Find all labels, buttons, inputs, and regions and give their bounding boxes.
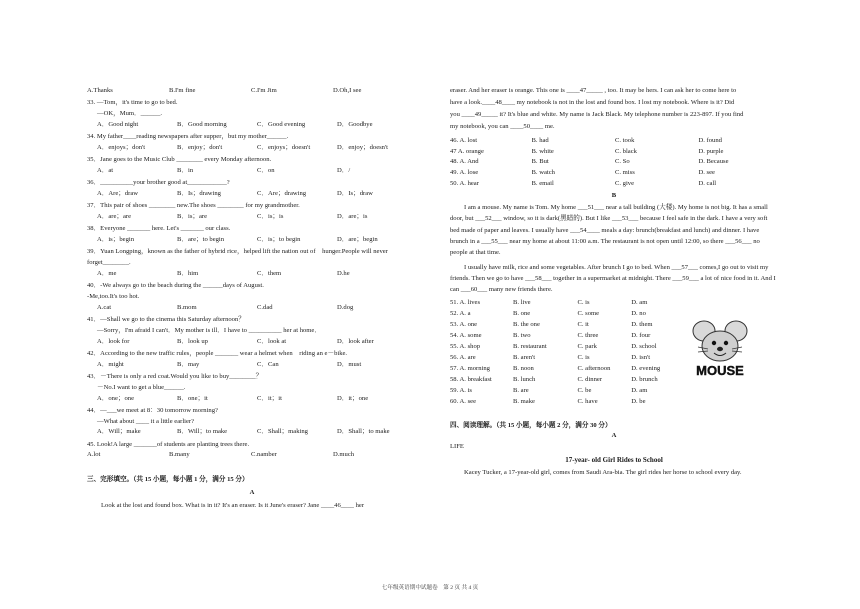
option: D.dog (337, 303, 354, 311)
option: B.many (169, 451, 190, 459)
option: C．on (257, 166, 275, 174)
option-d: D. see (698, 169, 715, 177)
option-d: D. brunch (631, 375, 658, 383)
option: B．Will；to make (177, 428, 228, 436)
option-b: B. the one (512, 321, 540, 329)
option-a: 54. A. some (450, 332, 482, 340)
option-b: B. one (512, 310, 531, 318)
option-a: 60. A. see (450, 397, 477, 405)
option: C．is；to begin (257, 235, 301, 243)
option-a: 58. A. breakfast (450, 375, 492, 383)
list-item (450, 147, 778, 158)
question-41-reply: —Sorry，I'm afraid I can't．My mother is ill．I have to __________ her at home． (97, 326, 321, 334)
reading-a-tag: LIFE (450, 443, 464, 451)
cloze-b-options (450, 298, 685, 407)
option: B．him (177, 269, 199, 277)
option-c: C. it (577, 321, 589, 329)
option: A.cat (97, 303, 112, 311)
q41-options (87, 337, 417, 348)
option-c: C. So (614, 158, 630, 166)
list-item (450, 298, 685, 309)
option-c: C. dinner (577, 375, 603, 383)
option-c: C. miss (614, 169, 635, 177)
option: B．look up (177, 337, 208, 345)
list-item (450, 386, 685, 397)
question-42: 42．According to the new traffic rules，people _______ wear a helmet when riding an e－bike. (87, 349, 348, 357)
option: D．Goodbye (337, 120, 373, 128)
option: C．Are；drawing (257, 189, 307, 197)
question-45: 45. Look!A large _______of students are planting trees there. (87, 440, 250, 448)
option-d: D. no (631, 310, 646, 318)
option: C．enjoys；doesn't (257, 143, 311, 151)
option: C．Shall；making (257, 428, 308, 436)
q40-options (87, 303, 417, 314)
option: B．Good morning (177, 120, 227, 128)
option: C．Good evening (257, 120, 306, 128)
option-b: B. noon (512, 364, 534, 372)
question-34: 34. My father____reading newspapers after supper，but my mother______. (87, 133, 289, 140)
mouse-illustration (690, 318, 750, 380)
list-item (450, 309, 685, 320)
option-b: B. But (531, 158, 549, 166)
section-4-heading: 四、阅读理解。（共 15 小题，每小题 2 分，满分 30 分） (450, 421, 612, 429)
question-44-reply: —What about ____ it a little earlier? (97, 417, 195, 425)
question-41: 41．—Shall we go to the cinema this Saturday afternoon？ (87, 315, 245, 323)
option: C．them (257, 269, 282, 277)
option: A．me (97, 269, 117, 277)
question-39: 39．Yuan Longping，known as the father of hybrid rice，helped lift the nation out of hunger.People will never (87, 248, 388, 255)
cloze-a-options (450, 136, 778, 191)
option: D．/ (337, 166, 351, 174)
option: C．Can (257, 360, 279, 368)
option-b: B. two (512, 332, 531, 340)
option: A．one；one (97, 394, 134, 402)
option-d: D. be (631, 397, 646, 405)
option: A．are；are (97, 212, 132, 220)
reading-a-title: 17-year- old Girl Rides to School (565, 456, 663, 465)
option-d: D. isn't (631, 353, 651, 361)
option-c: C. park (577, 343, 597, 351)
option-c: C. is (577, 299, 590, 307)
list-item (450, 353, 685, 364)
list-item (450, 331, 685, 342)
option: D．it；one (337, 394, 369, 402)
option-a: 55. A. shop (450, 343, 481, 351)
option-b: B. live (512, 299, 531, 307)
question-33: 33. —Tom，it's time to go to bed. (87, 99, 178, 107)
option-a: 53. A. one (450, 321, 478, 329)
option: A．enjoys；don't (97, 143, 146, 151)
q35-options (87, 166, 417, 177)
passage-b-paragraph: I am a mouse. My name is Tom. My home ___51___ near a tall building (大楼). My home is not big. It has a small door, but ___52___ window, so it is dark(黑暗的). But I like ___53___ because I feel safe in the dark. I have a very soft bed made of paper and leaves. I usually have ___54____ meals a day: brunch(breakfast and lunch) and dinner. I have brunch in a ___55___ near my home at about 11:00 a.m. The restaurant is not open until 12:00, so there ___56___ no people at that time. (450, 204, 768, 257)
passage-a-line: eraser. And her eraser is orange. This one is ____47_____ , too. It may be hers. I can ask her to come here to (450, 87, 737, 94)
option-d: D. am (631, 386, 648, 394)
question-33-reply: —OK，Mum．______. (97, 110, 163, 117)
option: C.dad (257, 303, 273, 311)
passage-a-line: my notebook, you can ____50____ me. (450, 122, 555, 130)
q34-options (87, 143, 417, 154)
option-c: C. is (577, 353, 590, 361)
option-d: D. found (698, 136, 722, 144)
list-item (450, 136, 778, 147)
option-c: C. have (577, 397, 598, 405)
option: C．is；is (257, 212, 284, 220)
list-item (450, 364, 685, 375)
option: D.Oh,I see (333, 87, 362, 94)
option-a: 46. A. lost (450, 136, 478, 144)
option-a: 47 A. orange (450, 147, 484, 155)
q37-options (87, 212, 417, 223)
q33-options (87, 120, 417, 131)
option: B．enjoy；don't (177, 143, 223, 151)
option: B．are；to begin (177, 235, 225, 243)
option-d: D. purple (698, 147, 724, 155)
section-3-heading: 三、完形填空。（共 15 小题，每小题 1 分，满分 15 分） (87, 476, 249, 484)
option: D．Shall；to make (337, 428, 390, 436)
reading-a-label: A (611, 432, 617, 440)
q39-options (87, 269, 417, 280)
option: B.I'm fine (169, 87, 196, 94)
option-b: B. watch (531, 169, 555, 177)
option-c: C. be (577, 386, 592, 394)
list-item (450, 397, 685, 408)
question-37: 37．This pair of shoes ________ new.The shoes ________ for my grandmother. (87, 202, 300, 209)
option-c: C. give (614, 180, 635, 188)
q38-options (87, 235, 417, 246)
q45-options (87, 450, 417, 461)
option-a: 59. A. is (450, 386, 472, 394)
question-43-reply: －No.I want to get a blue______. (97, 383, 186, 391)
passage-a-line: have a look.____48____ my notebook is not in the lost and found box. I lost my notebook. Where is it? Did (450, 98, 735, 106)
option-d: D. school (631, 343, 657, 351)
option: C.namber (251, 451, 277, 459)
list-item (450, 179, 778, 190)
question-40-reply: -Me,too.It's too hot. (87, 292, 140, 300)
option: A.Thanks (87, 87, 113, 94)
option-c: C. black (614, 147, 637, 155)
option: D．are；is (337, 212, 368, 220)
q43-options (87, 394, 417, 405)
option-b: B. email (531, 180, 554, 188)
option: A.lot (87, 451, 101, 459)
mouse-icon (690, 318, 750, 380)
option-a: 57. A. morning (450, 364, 490, 372)
option-c: C. afternoon (577, 364, 611, 372)
option: D．enjoy；doesn't (337, 143, 389, 151)
option: A．Are；draw (97, 189, 139, 197)
list-item (450, 342, 685, 353)
option-b: B. make (512, 397, 535, 405)
question-40: 40．-We always go to the beach during the ______days of August. (87, 281, 264, 289)
option: D．must (337, 360, 362, 368)
option: D．are；begin (337, 235, 378, 243)
list-item (450, 168, 778, 179)
right-column (450, 86, 778, 479)
passage-a-line: you ____49_____ it? It's blue and white. My name is Jack Black. My telephone number is 223-897. If you find (450, 110, 744, 118)
option: A．at (97, 166, 114, 174)
passage-a-label: A (249, 489, 255, 497)
option: C．look at (257, 337, 287, 345)
q32-options (87, 86, 417, 97)
option-a: 56. A. are (450, 353, 476, 361)
passage-a-start: Look at the lost and found box. What is in it? It's an eraser. Is it June's eraser? Jane ____46____ her (101, 502, 365, 510)
option-b: B. had (531, 136, 549, 144)
q44-options (87, 427, 417, 438)
question-38: 38．Everyone _______ here. Let's _______ our class. (87, 225, 231, 232)
question-39-continued: forget________. (87, 258, 131, 266)
option-b: B. aren't (512, 353, 536, 361)
option-a: 50. A. hear (450, 180, 479, 188)
option-d: D. four (631, 332, 651, 340)
option-c: C. took (614, 136, 635, 144)
option: D.he (337, 269, 350, 277)
question-35: 35．Jane goes to the Music Club ________ every Monday afternoon. (87, 156, 272, 163)
passage-b-paragraph: I usually have milk, rice and some vegetables. After brunch I go to bed. When ___57___ comes,I go out to visit my friends. Then we go to have ___58___ together in a supermarket at midnight. There ___59___ a lot of nice food in it. And I can ___60___ many new friends there. (450, 263, 776, 294)
option-d: D. them (631, 321, 653, 329)
page-footer: 七年级英语期中试题卷 第 2 页 共 4 页 (381, 585, 479, 591)
option: B．in (177, 166, 194, 174)
option: A．Will；make (97, 428, 141, 436)
question-43: 43．－There is only a red coat.Would you like to buy________？ (87, 372, 263, 380)
option-d: D. evening (631, 364, 661, 372)
option: C．it；it (257, 394, 282, 402)
option: A．look for (97, 337, 130, 345)
option: A．Good night (97, 120, 139, 128)
option-c: C. some (577, 310, 600, 318)
list-item (450, 320, 685, 331)
option-d: D. am (631, 299, 648, 307)
option-a: 48. A. And (450, 158, 479, 166)
option: D.much (333, 451, 355, 459)
list-item (450, 375, 685, 386)
option-c: C. three (577, 332, 599, 340)
option-a: 49. A. lose (450, 169, 479, 177)
option: B．one；it (177, 394, 208, 402)
option-b: B. white (531, 147, 554, 155)
q42-options (87, 360, 417, 371)
option: B．Is；drawing (177, 189, 221, 197)
question-44: 44．—___we meet at 8：30 tomorrow morning? (87, 406, 218, 414)
option: D．Is；draw (337, 189, 373, 197)
question-36: 36．__________your brother good at____________? (87, 179, 230, 186)
option: A．might (97, 360, 124, 368)
q36-options (87, 189, 417, 200)
list-item (450, 157, 778, 168)
option: A．is；begin (97, 235, 134, 243)
passage-b-label: B (611, 192, 617, 200)
left-column (87, 86, 417, 512)
option-b: B. lunch (512, 375, 536, 383)
option-d: D. call (698, 180, 717, 188)
option: B．is；are (177, 212, 208, 220)
option: B.mom (177, 303, 197, 311)
option: B．may (177, 360, 200, 368)
option: D．look after (337, 337, 374, 345)
option-a: 51. A. lives (450, 299, 481, 307)
option-a: 52. A. a (450, 310, 471, 318)
option-d: D. Because (698, 158, 729, 166)
option-b: B. are (512, 386, 529, 394)
reading-a-paragraph: Kacey Tucker, a 17-year-old girl, comes from Saudi Ara-bia. The girl rides her horse to school every day. (464, 469, 742, 477)
mouse-word: MOUSE (696, 363, 744, 378)
option: C.I'm Jim (251, 87, 277, 94)
option-b: B. restaurant (512, 343, 547, 351)
